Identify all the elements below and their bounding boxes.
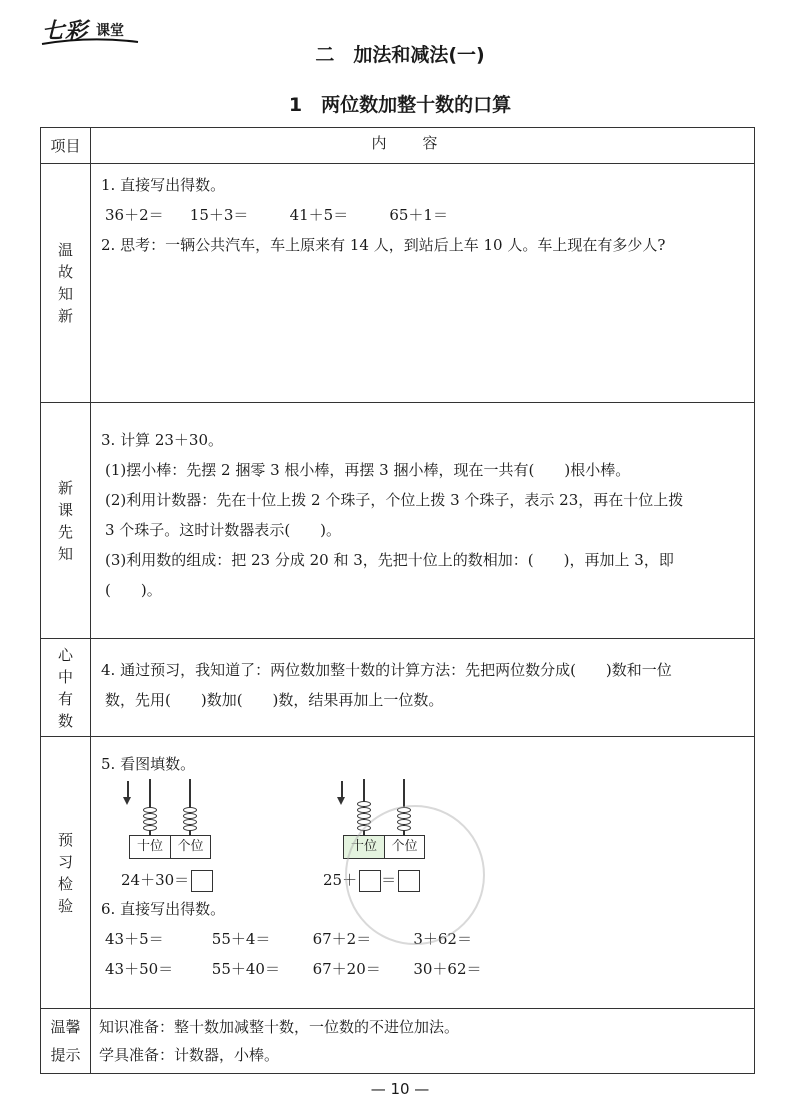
abacus-base: [129, 835, 211, 859]
label-text: 新课先知: [57, 478, 73, 563]
section-label-review: [41, 164, 91, 403]
question-3-2a: (2)利用计数器：先在十位上拨 2 个珠子，个位上拨 3 个珠子，表示 23，再在十位上拨: [105, 491, 684, 509]
calc-item: 30＋62＝: [413, 960, 482, 978]
equation-1: [121, 865, 213, 895]
question-1: 1. 直接写出得数。: [101, 176, 226, 194]
section-review: [41, 164, 755, 403]
brand-subtitle: 课堂: [96, 23, 124, 39]
section-label-tips: [41, 1009, 91, 1074]
lesson-title: 1 两位数加整十数的口算: [288, 94, 512, 116]
tens-label: 十位: [136, 839, 163, 854]
question-5: 5. 看图填数。: [101, 755, 196, 773]
section-label-new-lesson: [41, 403, 91, 639]
table-header-row: [41, 128, 755, 164]
section-content-new-lesson: [91, 403, 755, 639]
calc-item: 43＋50＝: [105, 960, 174, 978]
section-label-summary: [41, 639, 91, 737]
tip-line-2: 学具准备：计数器，小棒。: [99, 1046, 280, 1064]
bead: [183, 825, 197, 831]
calc-item: 36＋2＝: [105, 206, 164, 224]
watermark-stamp: [345, 805, 485, 945]
question-6: 6. 直接写出得数。: [101, 900, 226, 918]
calc-item: 43＋5＝: [105, 930, 164, 948]
section-tips: [41, 1009, 755, 1074]
calc-item: 67＋20＝: [312, 960, 381, 978]
question-3-2b: 3 个珠子。这时计数器表示( )。: [105, 521, 342, 539]
question-4b: 数，先用( )数加( )数，结果再加上一位数。: [105, 691, 444, 709]
equation-text: ＝: [381, 871, 397, 889]
section-content-tips: [91, 1009, 755, 1074]
calc-item: 55＋40＝: [211, 960, 280, 978]
calc-item: 15＋3＝: [189, 206, 249, 224]
question-3-3b: ( )。: [105, 581, 162, 599]
question-4a: 4. 通过预习，我知道了：两位数加整十数的计算方法：先把两位数分成( )数和一位: [101, 661, 672, 679]
section-summary: [41, 639, 755, 737]
equation-text: 24＋30＝: [121, 871, 190, 889]
ones-label: 个位: [384, 836, 424, 858]
ones-label: 个位: [170, 836, 210, 858]
question-3-3a: (3)利用数的组成：把 23 分成 20 和 3，先把十位上的数相加：( )，再加上 3，即: [105, 551, 674, 569]
brand-name: 七彩: [42, 18, 89, 44]
question-6-row-2: [101, 954, 746, 984]
bead: [143, 825, 157, 831]
header-content: 内容: [91, 128, 755, 164]
calc-item: 65＋1＝: [389, 206, 448, 224]
label-text: 温馨提示: [50, 1018, 81, 1064]
section-label-check: [41, 737, 91, 1009]
question-3: 3. 计算 23＋30。: [101, 431, 224, 449]
calc-item: 55＋4＝: [211, 930, 271, 948]
calc-item: 3＋62＝: [413, 930, 472, 948]
question-2: 2. 思考：一辆公共汽车，车上原来有 14 人，到站后上车 10 人。车上现在有多少人?: [101, 236, 666, 254]
label-text: 预习检验: [57, 830, 73, 915]
answer-box[interactable]: [191, 870, 213, 892]
section-content-review: [91, 164, 755, 403]
question-3-1: (1)摆小棒：先摆 2 捆零 3 根小棒，再摆 3 捆小棒，现在一共有( )根小棒。: [105, 461, 631, 479]
page-number: — 10 —: [370, 1080, 430, 1098]
calc-item: 67＋2＝: [312, 930, 372, 948]
header-item: 项目: [41, 128, 91, 164]
section-new-lesson: [41, 403, 755, 639]
calc-item: 41＋5＝: [289, 206, 349, 224]
label-text: 温故知新: [57, 241, 73, 325]
question-1-items: [101, 200, 746, 230]
tip-line-1: 知识准备：整十数加减整十数，一位数的不进位加法。: [99, 1018, 460, 1036]
equation-text: 25＋: [323, 871, 358, 889]
section-content-summary: [91, 639, 755, 737]
chapter-title: 二 加法和减法(一): [315, 44, 485, 66]
label-text: 心中有数: [57, 645, 73, 730]
arrow-head-icon: [123, 797, 131, 805]
arrow-head-icon: [337, 797, 345, 805]
abacus-1: [123, 779, 223, 859]
tens-label: 十位: [344, 836, 384, 858]
